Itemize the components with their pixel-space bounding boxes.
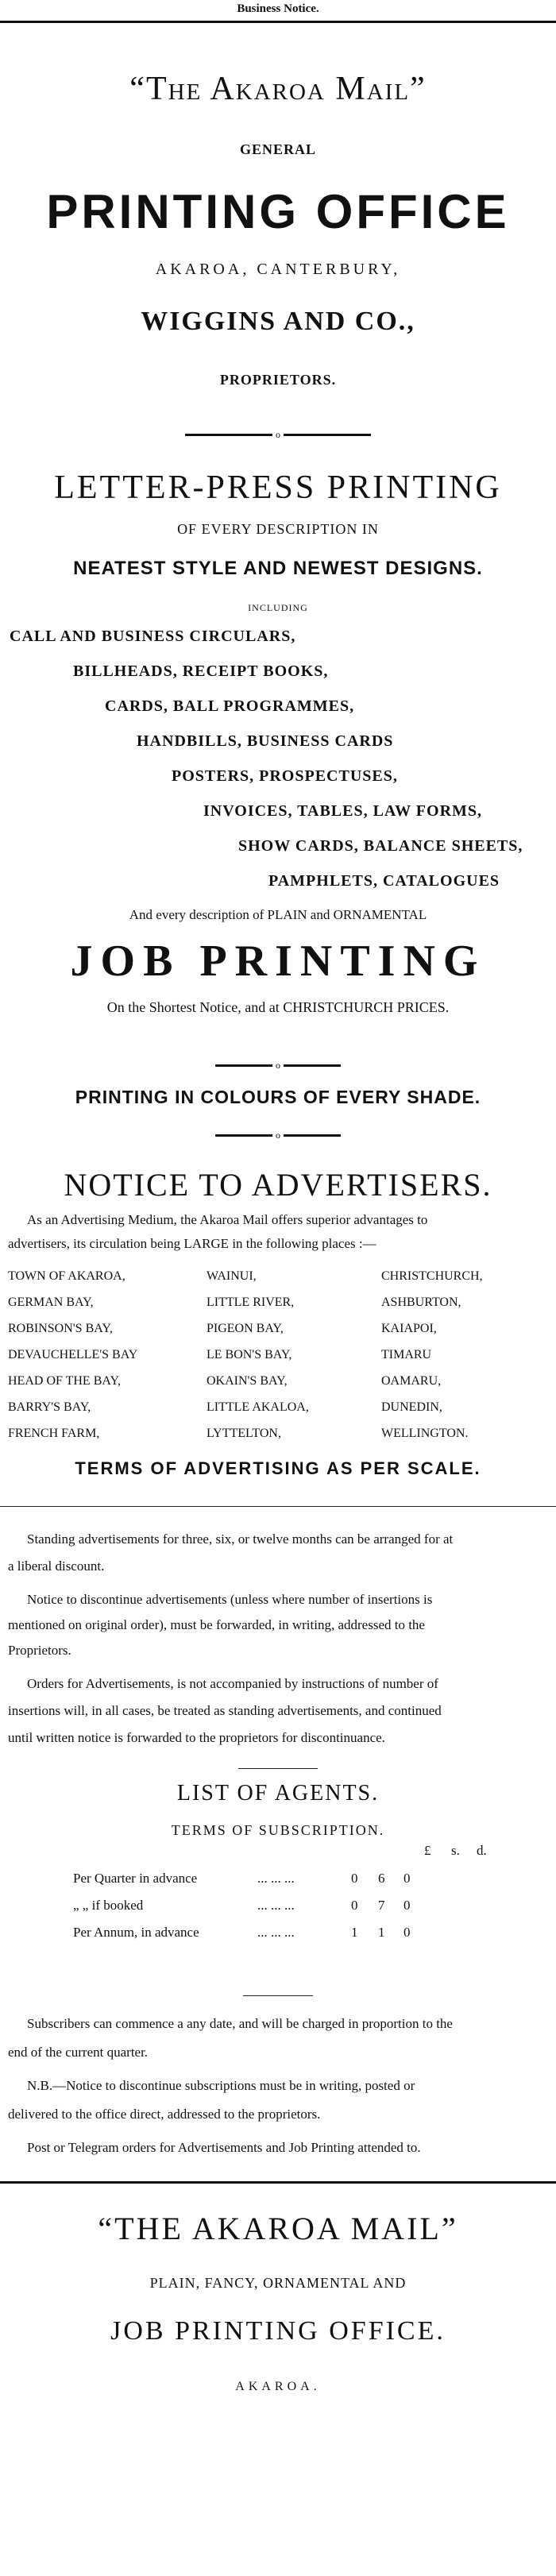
place-cell: GERMAN BAY, [8,1295,94,1309]
letterpress-heading: LETTER-PRESS PRINTING [54,469,502,506]
place-cell: LITTLE AKALOA, [207,1400,309,1414]
ornament-divider: o [0,429,556,440]
paragraph-line: Proprietors. [8,1643,71,1658]
place-cell: KAIAPOI, [381,1321,437,1335]
table-row [8,1420,548,1446]
place-cell: LYTTELTON, [207,1426,281,1440]
list-item: CARDS, BALL PROGRAMMES, [105,697,355,715]
shillings-value: 1 [378,1925,385,1940]
paragraph-line: Orders for Advertisements, is not accompanied by instructions of number of [27,1676,438,1691]
shillings-value: 6 [378,1871,385,1886]
pounds-value: 0 [351,1898,358,1913]
letterpress-including: INCLUDING [248,602,308,613]
place-cell: LE BON'S BAY, [207,1347,292,1361]
shillings-value: 7 [378,1898,385,1913]
list-item: PAMPHLETS, CATALOGUES [268,872,500,890]
divider [243,1995,313,1996]
subscription-table [73,1865,427,1946]
table-row [8,1342,548,1368]
paragraph-line: end of the current quarter. [8,2045,149,2060]
letterpress-every: And every description of PLAIN and ORNAMENTAL [129,907,427,922]
list-item: POSTERS, PROSPECTUSES, [172,767,398,785]
paragraph-line: mentioned on original order), must be forwarded, in writing, addressed to the [8,1617,425,1632]
agents-heading: LIST OF AGENTS. [176,1781,380,1806]
advertisers-intro: advertisers, its circulation being LARGE in the following places :— [8,1236,376,1251]
footer-sub: PLAIN, FANCY, ORNAMENTAL AND [149,2275,407,2291]
paragraph-line: N.B.—Notice to discontinue subscriptions must be in writing, posted or [27,2078,415,2093]
advertisers-intro: As an Advertising Medium, the Akaroa Mail offers superior advantages to [27,1212,428,1227]
advertisers-heading: NOTICE TO ADVERTISERS. [64,1167,492,1203]
masthead-proprietors: PROPRIETORS. [219,372,337,388]
paragraph-line: a liberal discount. [8,1558,105,1574]
advertising-terms: TERMS OF ADVERTISING AS PER SCALE. [75,1458,481,1478]
divider [238,1768,318,1769]
table-row [73,1865,427,1892]
header-label: Business Notice. [237,2,319,15]
header-bar [0,0,556,23]
place-cell: TIMARU [381,1347,432,1361]
place-cell: PIGEON BAY, [207,1321,284,1335]
paragraph-line: Post or Telegram orders for Advertisements and Job Printing attended to. [27,2140,421,2155]
footer-office: JOB PRINTING OFFICE. [110,2316,446,2346]
place-cell: FRENCH FARM, [8,1426,100,1440]
masthead-firm: WIGGINS AND CO., [141,307,415,336]
place-cell: WELLINGTON. [381,1426,469,1440]
place-cell: BARRY'S BAY, [8,1400,91,1414]
list-item: CALL AND BUSINESS CIRCULARS, [10,628,296,645]
place-cell: OAMARU, [381,1373,442,1388]
place-cell: DEVAUCHELLE'S BAY [8,1347,138,1361]
table-row [8,1315,548,1342]
place-cell: WAINUI, [207,1269,257,1283]
footer-title: “THE AKAROA MAIL” [98,2211,458,2246]
divider [0,2181,556,2184]
table-row [8,1368,548,1394]
subscription-label: „ „ if booked [73,1898,144,1913]
paragraph-line: Subscribers can commence a any date, and will be charged in proportion to the [27,2016,453,2031]
job-printing-heading: JOB PRINTING [70,937,486,986]
pence-value: 0 [403,1898,411,1913]
table-row [8,1394,548,1420]
pounds-value: 1 [351,1925,358,1940]
pence-value: 0 [403,1871,411,1886]
table-row [73,1919,427,1946]
paragraph-line: insertions will, in all cases, be treated as standing advertisements, and continued [8,1703,442,1718]
masthead-office: PRINTING OFFICE [46,185,510,238]
footer-place: AKAROA. [235,2380,321,2393]
list-item: INVOICES, TABLES, LAW FORMS, [203,802,483,820]
list-item: HANDBILLS, BUSINESS CARDS [137,732,394,750]
subscription-label: Per Quarter in advance [73,1871,198,1886]
leader-dots: ... ... ... [257,1871,295,1886]
ornament-divider: o [0,1130,556,1141]
leader-dots: ... ... ... [257,1925,295,1940]
paragraph-line: Notice to discontinue advertisements (unless where number of insertions is [27,1592,433,1607]
colours-text: PRINTING IN COLOURS OF EVERY SHADE. [75,1087,481,1107]
place-cell: OKAIN'S BAY, [207,1373,288,1388]
ornament-divider: o [0,1060,556,1071]
table-row [8,1263,548,1289]
table-row [73,1892,427,1919]
place-cell: TOWN OF AKAROA, [8,1269,125,1283]
letterpress-sub: OF EVERY DESCRIPTION IN [177,521,379,537]
place-cell: DUNEDIN, [381,1400,442,1414]
paragraph-line: Standing advertisements for three, six, or twelve months can be arranged for at [27,1531,454,1547]
col-pence: d. [477,1843,487,1858]
paragraph-line: until written notice is forwarded to the proprietors for discontinuance. [8,1730,385,1745]
table-row [8,1289,548,1315]
place-cell: HEAD OF THE BAY, [8,1373,121,1388]
place-cell: LITTLE RIVER, [207,1295,295,1309]
place-cell: ROBINSON'S BAY, [8,1321,113,1335]
leader-dots: ... ... ... [257,1898,295,1913]
place-cell: ASHBURTON, [381,1295,461,1309]
subscription-label: Per Annum, in advance [73,1925,199,1940]
letterpress-notice: On the Shortest Notice, and at CHRISTCHURCH PRICES. [106,999,450,1015]
masthead-general: GENERAL [239,141,316,157]
paragraph-line: delivered to the office direct, addressed to the proprietors. [8,2107,321,2122]
place-cell: CHRISTCHURCH, [381,1269,483,1283]
list-item: SHOW CARDS, BALANCE SHEETS, [238,837,523,855]
pounds-value: 0 [351,1871,358,1886]
masthead-title: “The Akaroa Mail” [129,71,427,107]
subscription-terms: TERMS OF SUBSCRIPTION. [171,1822,385,1838]
letterpress-style: NEATEST STYLE AND NEWEST DESIGNS. [73,558,483,579]
divider [0,1506,556,1507]
col-pounds: £ [424,1843,431,1858]
masthead-location: AKAROA, CANTERBURY, [155,261,401,278]
list-item: BILLHEADS, RECEIPT BOOKS, [73,662,329,680]
col-shillings: s. [451,1843,460,1858]
pence-value: 0 [403,1925,411,1940]
places-table [8,1263,548,1446]
